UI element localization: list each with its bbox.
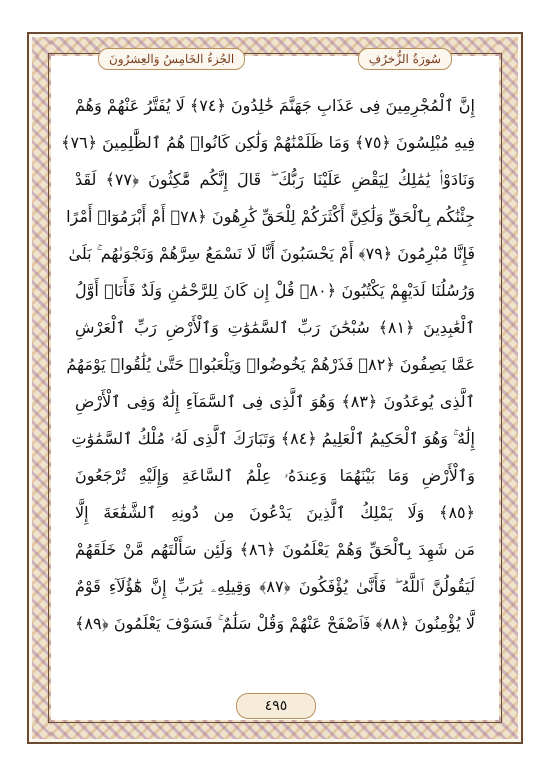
text-line-7: ٱلْعَٰبِدِينَ ﴿٨١﴾ سُبْحَٰنَ رَبِّ ٱلسَّمَٰوَٰتِ وَٱلْأَرْضِ رَبِّ ٱلْعَرْشِ: [75, 318, 476, 337]
text-line-15: لَّا يُؤْمِنُونَ ﴿٨٨﴾ فَٱصْفَحْ عَنْهُمْ وَقُلْ سَلَٰمٌ ۚ فَسَوْفَ يَعْلَمُونَ ﴿٨٩﴾: [75, 614, 475, 633]
text-line-9: ٱلَّذِى يُوعَدُونَ ﴿٨٣﴾ وَهُوَ ٱلَّذِى فِى ٱلسَّمَآءِ إِلَٰهٌ وَفِى ٱلْأَرْضِ: [75, 392, 475, 411]
text-line-8: عَمَّا يَصِفُونَ ﴿٨٢﴾ فَذَرْهُمْ يَخُوضُوا۟ وَيَلْعَبُوا۟ حَتَّىٰ يُلَٰقُوا۟ يَوْمَهُمُ: [66, 355, 475, 374]
page-header: [58, 46, 492, 72]
text-line-14: لَيَقُولُنَّ ٱللَّهُ ۖ فَأَنَّىٰ يُؤْفَكُونَ ﴿٨٧﴾ وَقِيلِهِۦ يَٰرَبِّ إِنَّ هَٰٓؤُلَآءِ قَوْمٌ: [75, 577, 476, 596]
text-line-6: وَرُسُلُنَا لَدَيْهِمْ يَكْتُبُونَ ﴿٨٠﴾ قُلْ إِن كَانَ لِلرَّحْمَٰنِ وَلَدٌ فَأَنَا۠ أَوَّلُ: [75, 281, 475, 300]
text-line-5: فَإِنَّا مُبْرِمُونَ ﴿٧٩﴾ أَمْ يَحْسَبُونَ أَنَّا لَا نَسْمَعُ سِرَّهُمْ وَنَجْوَىٰهُم ۚ بَلَىٰ: [68, 244, 475, 263]
quran-text: [61, 90, 476, 680]
text-line-10: إِلَٰهٌ ۚ وَهُوَ ٱلْحَكِيمُ ٱلْعَلِيمُ ﴿٨٤﴾ وَتَبَارَكَ ٱلَّذِى لَهُۥ مُلْكُ ٱلسَّمَٰوَٰتِ: [71, 429, 475, 448]
text-line-2: فِيهِ مُبْلِسُونَ ﴿٧٥﴾ وَمَا ظَلَمْنَٰهُمْ وَلَٰكِن كَانُوا۟ هُمُ ٱلظَّٰلِمِينَ ﴿٧٦﴾: [61, 133, 475, 152]
juz-label: الجُزءُ الخَامِسُ وَالعِشرُونَ: [98, 48, 245, 70]
text-line-12: ﴿٨٥﴾ وَلَا يَمْلِكُ ٱلَّذِينَ يَدْعُونَ مِن دُونِهِ ٱلشَّفَٰعَةَ إِلَّا: [75, 503, 475, 522]
surah-label: سُورَةُ الزُّخرُفِ: [358, 48, 452, 70]
text-line-11: وَٱلْأَرْضِ وَمَا بَيْنَهُمَا وَعِندَهُۥ عِلْمُ ٱلسَّاعَةِ وَإِلَيْهِ تُرْجَعُونَ: [75, 466, 475, 485]
page-number: ٤٩٥: [236, 693, 316, 719]
text-line-3: وَنَادَوْا۟ يَٰمَٰلِكُ لِيَقْضِ عَلَيْنَا رَبُّكَ ۖ قَالَ إِنَّكُم مَّٰكِثُونَ ﴿٧٧﴾ لَقَدْ: [75, 170, 475, 189]
text-line-4: جِئْنَٰكُم بِٱلْحَقِّ وَلَٰكِنَّ أَكْثَرَكُمْ لِلْحَقِّ كَٰرِهُونَ ﴿٧٨﴾ أَمْ أَبْرَمُوٓا۟ أَمْرًا: [66, 207, 475, 226]
text-line-1: إِنَّ ٱلْمُجْرِمِينَ فِى عَذَابِ جَهَنَّمَ خَٰلِدُونَ ﴿٧٤﴾ لَا يُفَتَّرُ عَنْهُمْ وَهُمْ: [74, 96, 475, 115]
text-line-13: مَن شَهِدَ بِٱلْحَقِّ وَهُمْ يَعْلَمُونَ ﴿٨٦﴾ وَلَئِن سَأَلْتَهُم مَّنْ خَلَقَهُمْ: [75, 540, 475, 559]
